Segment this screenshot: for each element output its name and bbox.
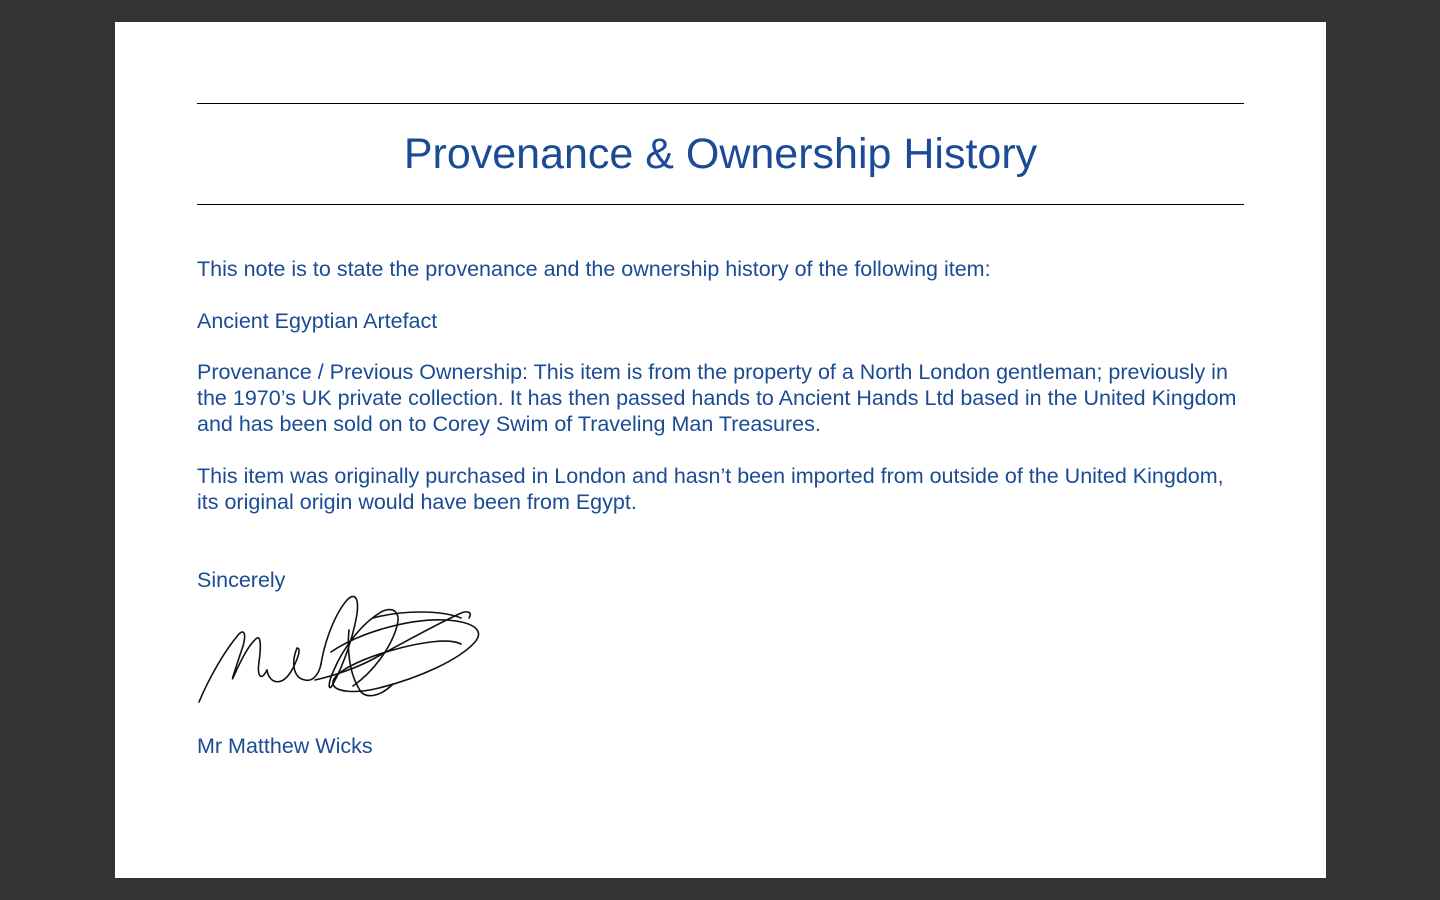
page-title: Provenance & Ownership History [403, 130, 1038, 178]
signature-image [197, 590, 487, 705]
document-page [115, 22, 1326, 878]
bottom-divider [197, 204, 1244, 205]
closing-salutation: Sincerely [197, 568, 286, 592]
provenance-paragraph: Provenance / Previous Ownership: This item is from the property of a North London gentleman; previously in the 1970’s UK private collection. It has then passed hands to Ancient Hands Ltd based in the United Kingdom and has been sold on to Corey Swim of Traveling Man Treasures. [197, 360, 1237, 436]
intro-paragraph: This note is to state the provenance and the ownership history of the following item: [197, 257, 991, 281]
signatory-name: Mr Matthew Wicks [197, 734, 373, 758]
item-name: Ancient Egyptian Artefact [197, 309, 438, 333]
top-divider [197, 103, 1244, 104]
origin-paragraph: This item was originally purchased in London and hasn’t been imported from outside of the United Kingdom, its original origin would have been from Egypt. [197, 464, 1224, 514]
